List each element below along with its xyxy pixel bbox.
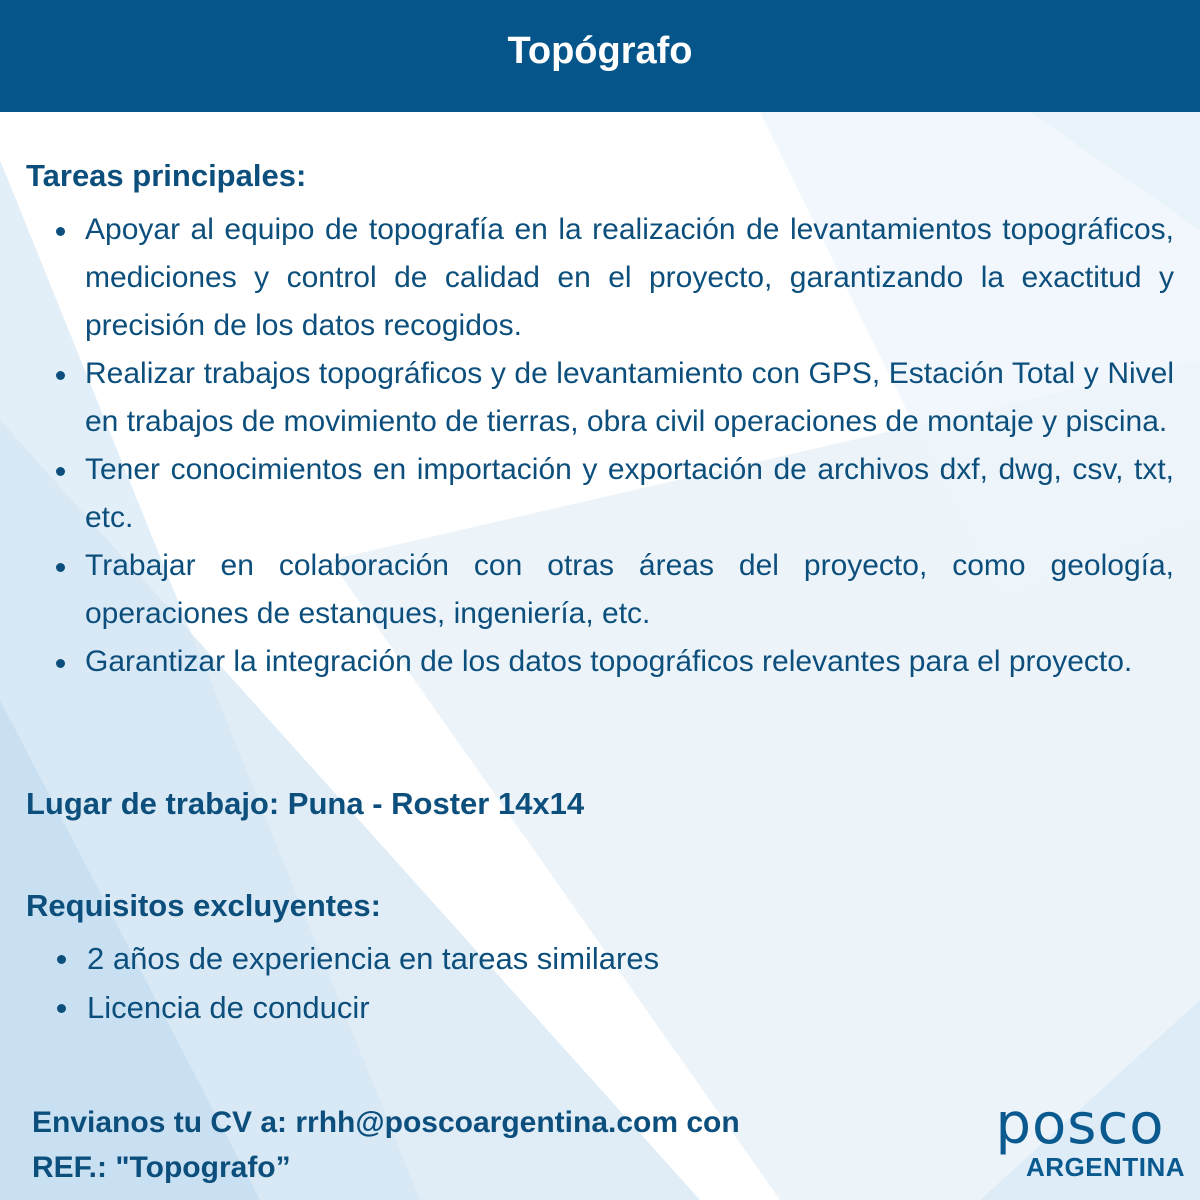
bullet-icon [56,227,65,236]
bullet-icon [56,467,65,476]
requirement-text: 2 años de experiencia en tareas similares [87,941,660,976]
bullet-icon [56,659,65,668]
bullet-icon [56,563,65,572]
bullet-icon [57,955,66,964]
requirements-list [0,934,987,1032]
logo-subtitle: ARGENTINA [1025,1152,1185,1182]
location-line: Lugar de trabajo: Puna - Roster 14x14 [26,786,585,821]
bullet-icon [56,371,65,380]
list-item [0,206,1174,350]
task-text: Trabajar en colaboración con otras áreas del proyecto, como geología, operaciones de estanques, ingeniería, etc. [85,549,1174,630]
bullet-icon [57,1004,66,1013]
list-item [0,934,987,983]
list-item [0,446,1174,542]
list-item [0,350,1174,446]
task-text: Garantizar la integración de los datos topográficos relevantes para el proyecto. [85,645,1133,678]
requirements-heading: Requisitos excluyentes: [26,888,381,923]
list-item [0,542,1174,638]
contact-line-ref: REF.: "Topografo” [32,1151,291,1184]
page-title: Topógrafo [507,30,693,72]
posco-logo [970,1092,1185,1188]
task-text: Apoyar al equipo de topografía en la realización de levantamientos topográficos, mediciones y control de calidad en el proyecto, garantizando la exactitud y precisión de los datos recogidos. [85,213,1174,342]
contact-info [32,1100,932,1190]
list-item [0,638,1174,686]
task-text: Tener conocimientos en importación y exportación de archivos dxf, dwg, csv, txt, etc. [85,453,1174,534]
list-item [0,983,987,1032]
logo-wordmark: posco [995,1092,1165,1157]
requirement-text: Licencia de conducir [87,990,370,1025]
tasks-heading: Tareas principales: [26,158,307,193]
task-text: Realizar trabajos topográficos y de levantamiento con GPS, Estación Total y Nivel en trabajos de movimiento de tierras, obra civil operaciones de montaje y piscina. [85,357,1174,438]
contact-line-email: Envianos tu CV a: rrhh@poscoargentina.com con [32,1106,740,1139]
tasks-list [0,206,1174,686]
